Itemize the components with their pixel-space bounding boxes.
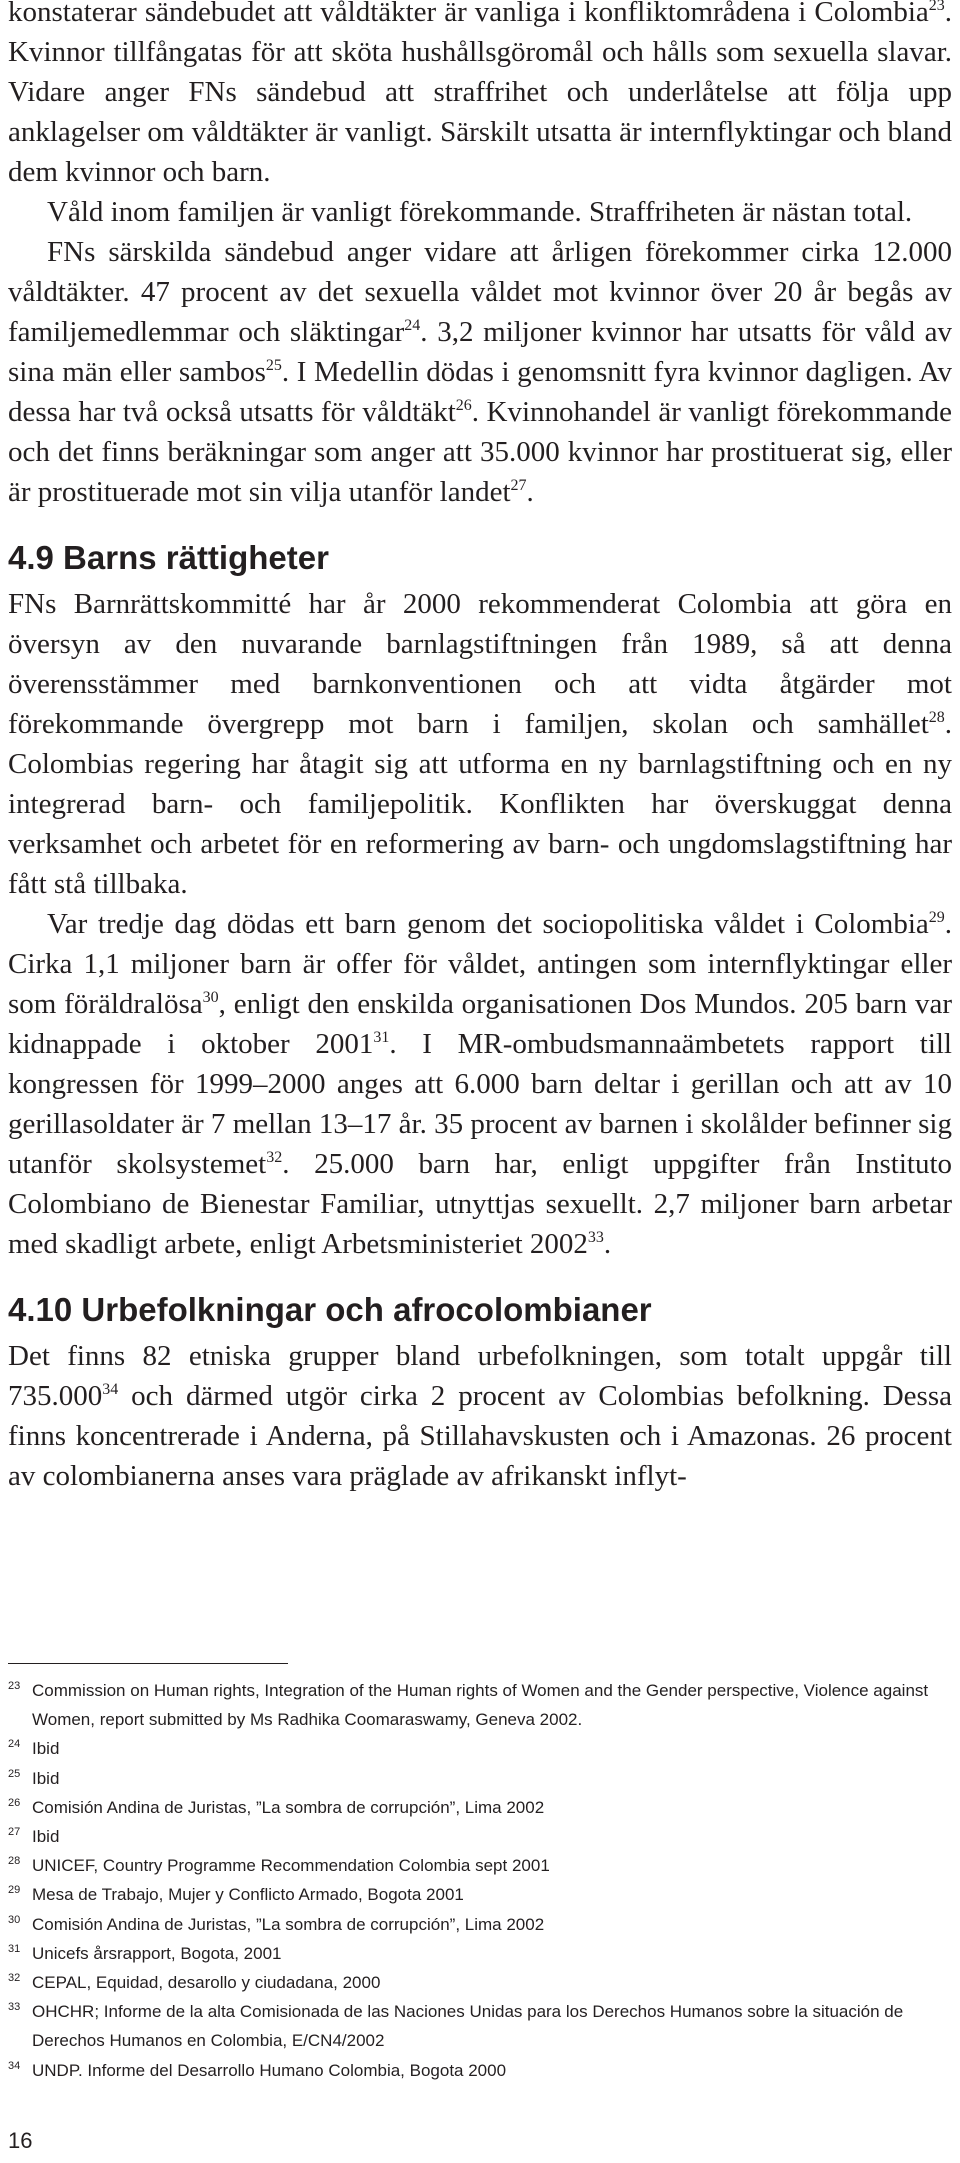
- footnote-item: [8, 1822, 948, 1851]
- footnote-reference: 30: [202, 989, 219, 1006]
- footnote-number: 33: [8, 2001, 21, 2014]
- paragraph-text: .: [526, 476, 534, 508]
- footnote-number: 30: [8, 1913, 21, 1926]
- body-text-column: [8, 0, 952, 1496]
- paragraph-text: . Colombias regering har åtagit sig att utforma en ny barnlagstiftning och en ny integrerad barn- och familjepolitik. Konflikten har överskuggat denna verksamhet och arbetet för en reformering av barn- och ungdomslagstiftning har fått stå tillbaka.: [8, 708, 952, 900]
- footnote-item: [8, 1793, 948, 1822]
- footnote-reference: 29: [928, 909, 945, 926]
- footnote-text: UNICEF, Country Programme Recommendation Colombia sept 2001: [32, 1856, 550, 1876]
- body-paragraph: [8, 232, 952, 512]
- footnote-item: [8, 1968, 948, 1997]
- footnote-number: 29: [8, 1884, 21, 1897]
- paragraph-text: . 25.000 barn har, enligt uppgifter från Instituto Colombiano de Bienestar Familiar, utnyttjas sexuellt. 2,7 miljoner barn arbetar med skadligt arbete, enligt Arbetsministeriet 2002: [8, 1148, 952, 1260]
- footnote-text: UNDP. Informe del Desarrollo Humano Colombia, Bogota 2000: [32, 2060, 507, 2080]
- footnote-number: 26: [8, 1796, 21, 1809]
- paragraph-text: . I Medellin dödas i genomsnitt fyra kvinnor dagligen. Av dessa har två också utsatts för våldtäkt: [8, 356, 952, 428]
- footnote-number: 28: [8, 1855, 21, 1868]
- paragraph-text: FNs särskilda sändebud anger vidare att årligen förekommer cirka 12.000 våldtäkter. 47 procent av det sexuella våldet mot kvinnor över 20 år begås av familjemedlemmar och släktingar: [8, 236, 952, 348]
- page-number: 16: [8, 2128, 33, 2153]
- footnote-number: 25: [8, 1767, 21, 1780]
- body-paragraph: [8, 0, 952, 192]
- footnote-item: [8, 1939, 948, 1968]
- footnote-item: [8, 1880, 948, 1909]
- section-heading: 4.9 Barns rättigheter: [8, 539, 329, 576]
- paragraph-text: konstaterar sändebudet att våldtäkter är vanliga i konfliktområdena i Colombia: [8, 0, 929, 28]
- footnote-item: [8, 1734, 948, 1763]
- paragraph-text: . Kvinnohandel är vanligt förekommande och det finns beräkningar som anger att 35.000 kvinnor har prostituerat sig, eller är prostituerade mot sin vilja utanför landet: [8, 396, 952, 508]
- paragraph-text: .: [603, 1228, 612, 1260]
- footnote-number: 27: [8, 1826, 21, 1839]
- paragraph-text: Våld inom familjen är vanligt förekommande. Straffriheten är nästan total.: [47, 196, 913, 228]
- footnote-text: Comisión Andina de Juristas, ”La sombra de corrupción”, Lima 2002: [32, 1914, 545, 1934]
- body-paragraph: [8, 192, 952, 232]
- body-paragraph: [8, 1336, 952, 1496]
- footnote-separator: [8, 1663, 288, 1664]
- footnote-number: 34: [8, 2059, 21, 2072]
- section-heading: 4.10 Urbefolkningar och afrocolombianer: [8, 1291, 652, 1328]
- paragraph-text: . I MR-ombudsmannaämbetets rapport till kongressen för 1999–2000 anges att 6.000 barn deltar i gerillan och att av 10 gerillasoldater är 7 mellan 13–17 år. 35 procent av barnen i skolålder befinner sig utanför skolsystemet: [8, 1028, 952, 1180]
- footnote-text: Ibid: [32, 1827, 60, 1847]
- paragraph-text: Det finns 82 etniska grupper bland urbefolkningen, som totalt uppgår till 735.000: [8, 1340, 952, 1412]
- body-paragraph: [8, 904, 952, 1264]
- footnote-reference: 33: [587, 1229, 604, 1246]
- footnote-item: [8, 1676, 948, 1734]
- footnote-reference: 27: [510, 477, 527, 494]
- footnote-text: Ibid: [32, 1768, 60, 1788]
- paragraph-text: . 3,2 miljoner kvinnor har utsatts för våld av sina män eller sambos: [8, 316, 953, 388]
- footnote-number: 32: [8, 1972, 21, 1985]
- footnote-text: Unicefs årsrapport, Bogota, 2001: [32, 1943, 282, 1963]
- footnote-text: Comisión Andina de Juristas, ”La sombra de corrupción”, Lima 2002: [32, 1797, 545, 1817]
- footnote-text: OHCHR; Informe de la alta Comisionada de las Naciones Unidas para los Derechos Humanos sobre la situación de Derechos Humanos en Colombia, E/CN4/2002: [32, 2002, 904, 2051]
- footnote-reference: 28: [928, 709, 945, 726]
- footnote-text: Mesa de Trabajo, Mujer y Conflicto Armado, Bogota 2001: [32, 1885, 464, 1905]
- footnote-reference: 34: [102, 1381, 119, 1398]
- paragraph-text: , enligt den enskilda organisationen Dos Mundos. 205 barn var kidnappade i oktober 2001: [8, 988, 952, 1060]
- footnote-item: [8, 2056, 948, 2085]
- footnote-reference: 32: [266, 1149, 283, 1166]
- footnote-text: Ibid: [32, 1739, 60, 1759]
- footnote-item: [8, 1910, 948, 1939]
- footnote-item: [8, 1851, 948, 1880]
- footnote-number: 31: [8, 1942, 21, 1955]
- paragraph-text: . Kvinnor tillfångatas för att sköta hushållsgöromål och hålls som sexuella slavar. Vidare anger FNs sändebud att straffrihet och underlåtelse att följa upp anklagelser om våldtäkter är vanligt. Särskilt utsatta är internflyktingar och bland dem kvinnor och barn.: [8, 0, 952, 188]
- footnote-reference: 26: [455, 397, 472, 414]
- footnote-reference: 31: [373, 1029, 390, 1046]
- footnote-text: CEPAL, Equidad, desarollo y ciudadana, 2000: [32, 1973, 381, 1993]
- footnote-number: 24: [8, 1738, 21, 1751]
- footnote-reference: 23: [928, 0, 945, 14]
- footnote-item: [8, 1997, 948, 2055]
- paragraph-text: och därmed utgör cirka 2 procent av Colombias befolkning. Dessa finns koncentrerade i Anderna, på Stillahavskusten och i Amazonas. 26 procent av colombianerna anses vara präglade av afrikanskt inflyt-: [8, 1380, 952, 1492]
- footnote-text: Commission on Human rights, Integration of the Human rights of Women and the Gender perspective, Violence against Women, report submitted by Ms Radhika Coomaraswamy, Geneva 2002.: [32, 1681, 929, 1730]
- footnote-reference: 24: [404, 317, 421, 334]
- paragraph-text: . Cirka 1,1 miljoner barn är offer för våldet, antingen som internflyktingar eller som föräldralösa: [8, 908, 952, 1020]
- footnote-number: 23: [8, 1680, 21, 1692]
- paragraph-text: FNs Barnrättskommitté har år 2000 rekommenderat Colombia att göra en översyn av den nuvarande barnlagstiftningen från 1989, så att denna överensstämmer med barnkonventionen och att vidta åtgärder mot förekommande övergrepp mot barn i familjen, skolan och samhället: [8, 588, 952, 740]
- footnotes-section: [8, 1676, 948, 2085]
- footnote-item: [8, 1764, 948, 1793]
- body-paragraph: [8, 584, 952, 904]
- footnote-reference: 25: [265, 357, 282, 374]
- paragraph-text: Var tredje dag dödas ett barn genom det sociopolitiska våldet i Colombia: [47, 908, 929, 940]
